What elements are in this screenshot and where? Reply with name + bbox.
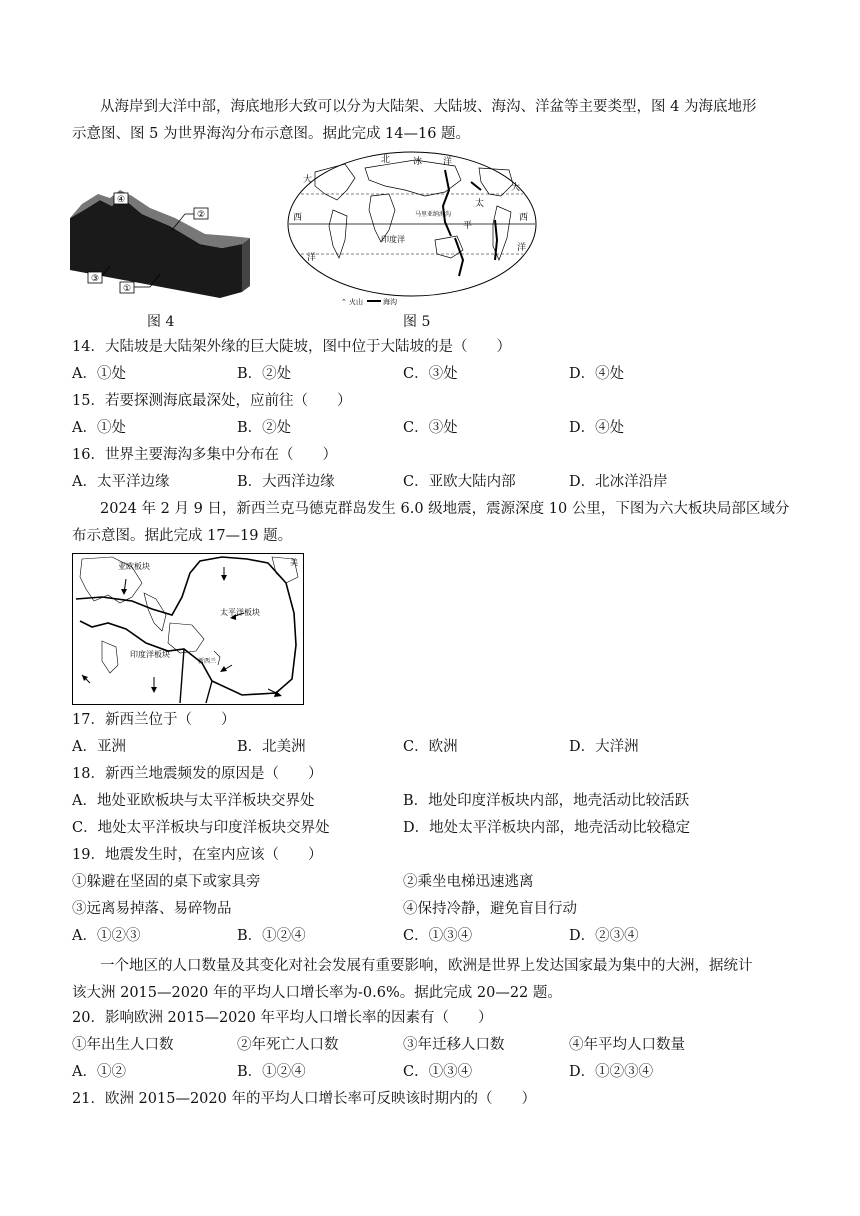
- q17-option-d: D．大洋洲: [569, 739, 639, 755]
- q16-stem: 16．世界主要海沟多集中分布在（ ）: [72, 447, 337, 463]
- q14-option-c: C．③处: [403, 366, 458, 382]
- map-label-yang-left: 洋: [307, 253, 317, 263]
- plate-label-nz: 新西兰: [198, 658, 217, 665]
- q15-option-b: B．②处: [237, 420, 292, 436]
- map-label-da-right: 大: [511, 183, 521, 193]
- q16-option-d: D．北冰洋沿岸: [569, 474, 668, 490]
- q20-item-3: ③年迁移人口数: [403, 1037, 505, 1053]
- q20-item-1: ①年出生人口数: [72, 1037, 174, 1053]
- q14-stem: 14．大陆坡是大陆架外缘的巨大陡坡，图中位于大陆坡的是（ ）: [72, 339, 511, 355]
- intro1-line2: 示意图、图 5 为世界海沟分布示意图。据此完成 14—16 题。: [72, 126, 471, 142]
- map-label-trench-name: 马里亚纳海沟: [415, 211, 452, 218]
- map-label-bing: 冰: [413, 157, 423, 167]
- q19-item-2: ②乘坐电梯迅速逃离: [403, 874, 534, 890]
- map-label-da-left: 大: [303, 175, 313, 185]
- q15-stem: 15．若要探测海底最深处，应前往（ ）: [72, 393, 352, 409]
- intro3-line1: 一个地区的人口数量及其变化对社会发展有重要影响，欧洲是世界上发达国家最为集中的大洲，据统计: [100, 958, 753, 974]
- q17-option-c: C．欧洲: [403, 739, 458, 755]
- q20-stem: 20．影响欧洲 2015—2020 年平均人口增长率的因素有（ ）: [72, 1010, 493, 1026]
- q15-option-a: A．①处: [72, 420, 126, 436]
- map-label-indian: 印度洋: [381, 235, 405, 244]
- intro3-line2: 该大洲 2015—2020 年的平均人口增长率为-0.6%。据此完成 20—22 题。: [72, 985, 562, 1001]
- map-label-tai: 太: [475, 199, 485, 209]
- q14-option-d: D．④处: [569, 366, 625, 382]
- svg-text:⌃: ⌃: [341, 298, 347, 306]
- fig4-caption: 图 4: [147, 314, 175, 330]
- intro2-line1: 2024 年 2 月 9 日，新西兰克马德克群岛发生 6.0 级地震，震源深度 10 公里，下图为六大板块局部区域分: [100, 501, 790, 517]
- fig5-caption: 图 5: [403, 314, 431, 330]
- q18-option-a: A．地处亚欧板块与太平洋板块交界处: [72, 793, 315, 809]
- q17-option-b: B．北美洲: [237, 739, 306, 755]
- legend-volcano: 火山: [349, 298, 363, 306]
- q20-item-2: ②年死亡人口数: [237, 1037, 339, 1053]
- legend-trench: 海沟: [383, 298, 397, 306]
- q20-item-4: ④年平均人口数量: [569, 1037, 685, 1053]
- q15-option-c: C．③处: [403, 420, 458, 436]
- map-label-ping: 平: [463, 221, 473, 231]
- q19-option-c: C．①③④: [403, 928, 473, 944]
- q18-option-b: B．地处印度洋板块内部，地壳活动比较活跃: [403, 793, 690, 809]
- plate-label-eurasia: 亚欧板块: [118, 562, 150, 571]
- figure-5-trench-map: [285, 150, 540, 308]
- q16-option-b: B．大西洋边缘: [237, 474, 335, 490]
- q18-stem: 18．新西兰地震频发的原因是（ ）: [72, 766, 323, 782]
- map-label-xi-right: 西: [519, 213, 529, 223]
- plate-label-pacific: 太平洋板块: [220, 608, 260, 617]
- q20-option-d: D．①②③④: [569, 1064, 654, 1080]
- q18-option-d: D．地处太平洋板块内部，地壳活动比较稳定: [403, 820, 691, 836]
- q20-option-c: C．①③④: [403, 1064, 473, 1080]
- map-label-yang-right: 洋: [517, 243, 527, 253]
- q16-option-a: A．太平洋边缘: [72, 474, 170, 490]
- q19-option-d: D．②③④: [569, 928, 639, 944]
- plate-label-mei: 美: [290, 558, 298, 567]
- fig4-label-3: ③: [90, 274, 100, 284]
- q19-item-4: ④保持冷静，避免盲目行动: [403, 901, 577, 917]
- q19-option-b: B．①②④: [237, 928, 306, 944]
- map-label-xi-left: 西: [293, 213, 303, 223]
- q19-item-1: ①躲避在坚固的桌下或家具旁: [72, 874, 261, 890]
- fig4-label-4: ④: [116, 195, 126, 205]
- fig4-label-2: ②: [196, 210, 206, 220]
- q15-option-d: D．④处: [569, 420, 625, 436]
- plate-label-indian: 印度洋板块: [130, 650, 170, 659]
- q20-option-b: B．①②④: [237, 1064, 306, 1080]
- plate-map: [72, 553, 304, 705]
- q19-stem: 19．地震发生时，在室内应该（ ）: [72, 847, 323, 863]
- intro1-line1: 从海岸到大洋中部，海底地形大致可以分为大陆架、大陆坡、海沟、洋盆等主要类型，图 4 为海底地形: [100, 99, 757, 115]
- figure-4-seabed-diagram: [70, 188, 260, 300]
- fig4-label-1: ①: [122, 284, 132, 294]
- q20-option-a: A．①②: [72, 1064, 126, 1080]
- map-label-bei: 北: [381, 155, 391, 165]
- q17-option-a: A．亚洲: [72, 739, 126, 755]
- q21-stem: 21．欧洲 2015—2020 年的平均人口增长率可反映该时期内的（ ）: [72, 1091, 536, 1107]
- q17-stem: 17．新西兰位于（ ）: [72, 712, 236, 728]
- q18-option-c: C．地处太平洋板块与印度洋板块交界处: [72, 820, 330, 836]
- intro2-line2: 布示意图。据此完成 17—19 题。: [72, 528, 293, 544]
- map-label-yang-top: 洋: [443, 157, 453, 167]
- q14-option-b: B．②处: [237, 366, 292, 382]
- q14-option-a: A．①处: [72, 366, 126, 382]
- q19-item-3: ③远离易掉落、易碎物品: [72, 901, 232, 917]
- q16-option-c: C．亚欧大陆内部: [403, 474, 516, 490]
- q19-option-a: A．①②③: [72, 928, 141, 944]
